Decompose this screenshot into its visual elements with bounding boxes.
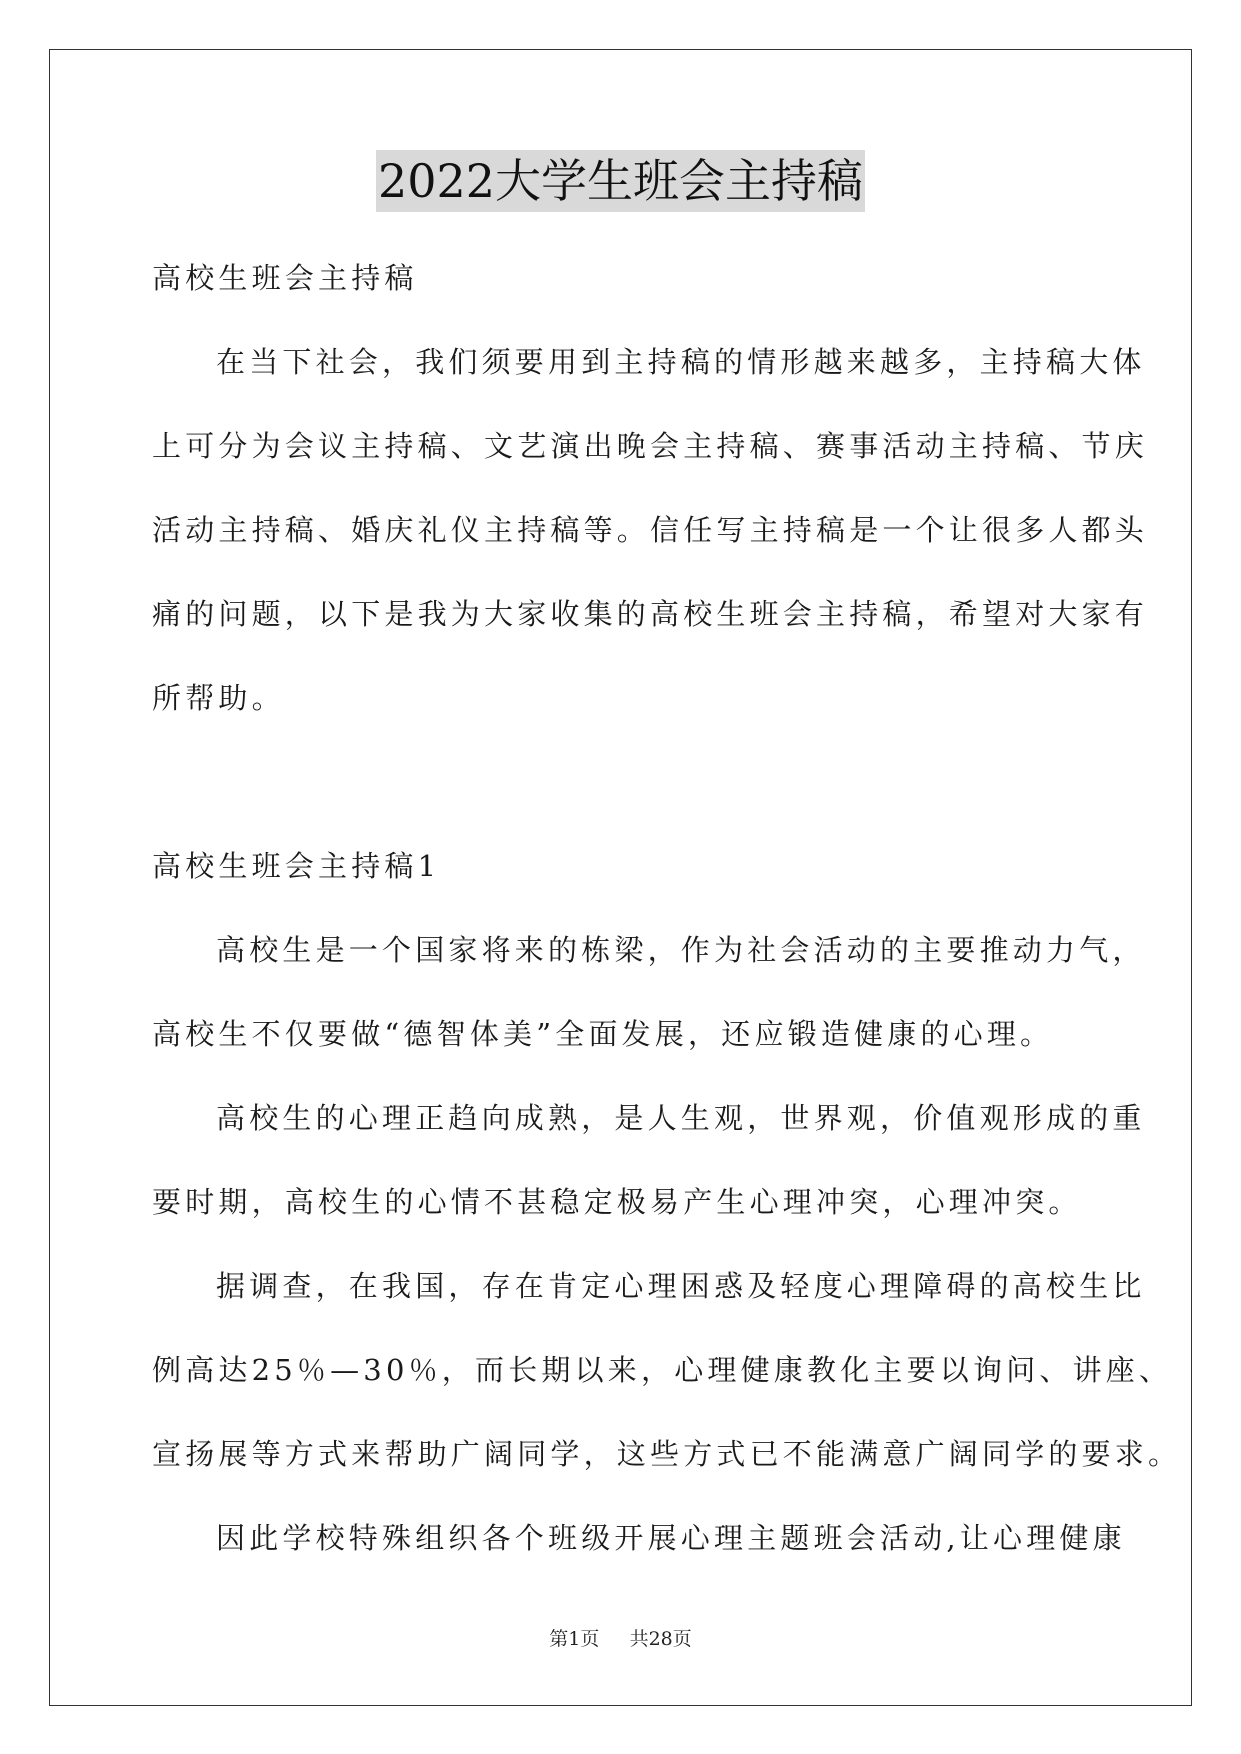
text-line: 因此学校特殊组织各个班级开展心理主题班会活动,让心理健康 — [216, 1521, 1126, 1555]
text-line: 活动主持稿、婚庆礼仪主持稿等。信任写主持稿是一个让很多人都头 — [152, 513, 1149, 547]
text-line: 高校生的心理正趋向成熟，是人生观，世界观，价值观形成的重 — [216, 1101, 1146, 1135]
text-line: 上可分为会议主持稿、文艺演出晚会主持稿、赛事活动主持稿、节庆 — [152, 429, 1149, 463]
text-line: 高校生是一个国家将来的栋梁，作为社会活动的主要推动力气， — [216, 933, 1146, 967]
text-line: 高校生班会主持稿 — [152, 261, 418, 295]
page-footer — [0, 1624, 1241, 1651]
document-title: 2022大学生班会主持稿 — [376, 150, 865, 212]
text-line: 痛的问题，以下是我为大家收集的高校生班会主持稿，希望对大家有 — [152, 597, 1149, 631]
page-total: 共28页 — [629, 1628, 692, 1650]
text-line: 在当下社会，我们须要用到主持稿的情形越来越多，主持稿大体 — [216, 345, 1146, 379]
text-line: 要时期，高校生的心情不甚稳定极易产生心理冲突，心理冲突。 — [152, 1185, 1082, 1219]
text-line: 高校生班会主持稿1 — [152, 849, 441, 883]
text-line: 所帮助。 — [152, 681, 285, 715]
text-line: 例高达25％—30％，而长期以来，心理健康教化主要以询问、讲座、 — [152, 1353, 1173, 1387]
title-container — [0, 150, 1241, 212]
text-line: 据调查，在我国，存在肯定心理困惑及轻度心理障碍的高校生比 — [216, 1269, 1146, 1303]
text-line: 宣扬展等方式来帮助广阔同学，这些方式已不能满意广阔同学的要求。 — [152, 1437, 1182, 1471]
document-body — [152, 236, 1182, 1580]
text-line: 高校生不仅要做“德智体美”全面发展，还应锻造健康的心理。 — [152, 1017, 1054, 1051]
text-line — [152, 740, 1098, 824]
page-number: 第1页 — [549, 1628, 600, 1650]
